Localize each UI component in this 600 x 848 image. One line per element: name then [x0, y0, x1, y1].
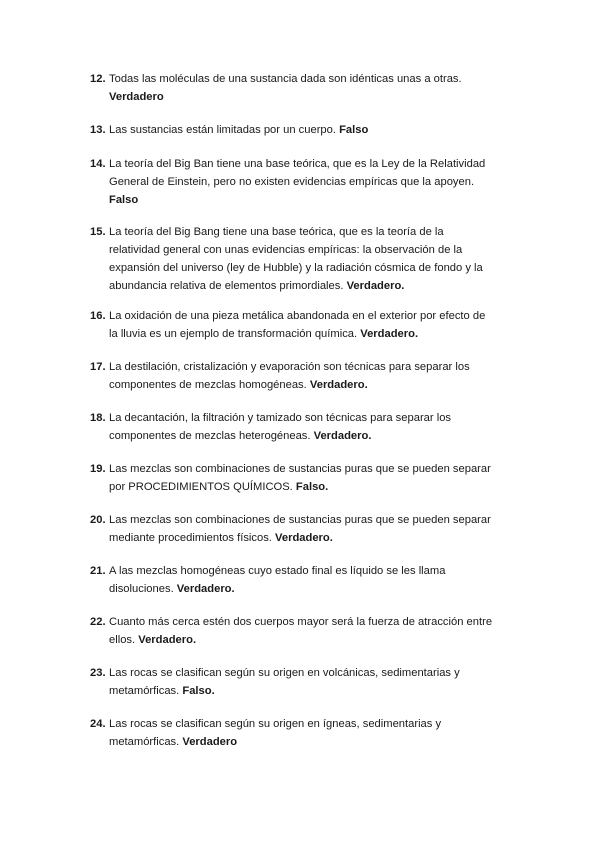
list-item — [90, 155, 530, 209]
item-number: 17. — [90, 361, 106, 373]
item-number: 18. — [90, 412, 106, 424]
item-text — [109, 70, 530, 106]
statement: La oxidación de una pieza metálica abandonada en el exterior por efecto de la lluvia es un ejemplo de transformación química. — [109, 310, 486, 340]
list-item — [90, 562, 530, 598]
item-text — [109, 307, 530, 343]
item-text — [109, 664, 530, 700]
list-item — [90, 358, 530, 394]
statement: La teoría del Big Bang tiene una base teórica, que es la teoría de la relatividad general con unas evidencias empíricas: la observación de la expansión del universo (ley de Hubble) y la radiación cósmica de fondo y la abundancia relativa de elementos primordiales. — [109, 226, 483, 292]
answer: Falso. — [295, 481, 329, 493]
list-item — [90, 409, 530, 445]
item-number: 23. — [90, 667, 106, 679]
answer: Verdadero. — [138, 634, 197, 646]
item-text — [109, 121, 530, 139]
item-number: 15. — [90, 226, 106, 238]
statement: Cuanto más cerca estén dos cuerpos mayor será la fuerza de atracción entre ellos. — [109, 616, 493, 646]
item-text — [109, 460, 530, 496]
answer: Falso — [109, 194, 139, 206]
list-item — [90, 121, 530, 139]
list-item — [90, 613, 530, 649]
item-text — [109, 223, 530, 295]
answer: Verdadero. — [346, 280, 405, 292]
statement: Las rocas se clasifican según su origen en volcánicas, sedimentarias y metamórficas. — [109, 667, 460, 697]
list-item — [90, 511, 530, 547]
item-number: 13. — [90, 124, 106, 136]
answer: Verdadero — [109, 91, 164, 103]
item-text — [109, 358, 530, 394]
item-number: 20. — [90, 514, 106, 526]
list-item — [90, 715, 530, 751]
statement: La decantación, la filtración y tamizado son técnicas para separar los componentes de mezclas heterogéneas. — [109, 412, 452, 442]
answer: Verdadero. — [360, 328, 419, 340]
statement: Todas las moléculas de una sustancia dada son idénticas unas a otras. — [109, 73, 462, 85]
item-text — [109, 562, 530, 598]
statement: Las mezclas son combinaciones de sustancias puras que se pueden separar por PROCEDIMIENTOS QUÍMICOS. — [109, 463, 491, 493]
item-number: 24. — [90, 718, 106, 730]
list-item — [90, 223, 530, 295]
item-number: 14. — [90, 158, 106, 170]
item-number: 21. — [90, 565, 106, 577]
answer: Falso. — [182, 685, 215, 697]
answer: Verdadero. — [176, 583, 235, 595]
answer: Verdadero. — [313, 430, 372, 442]
item-number: 16. — [90, 310, 106, 322]
item-text — [109, 715, 530, 751]
item-text — [109, 409, 530, 445]
item-number: 22. — [90, 616, 106, 628]
statement: A las mezclas homogéneas cuyo estado final es líquido se les llama disoluciones. — [109, 565, 446, 595]
list-item — [90, 664, 530, 700]
statement: La teoría del Big Ban tiene una base teórica, que es la Ley de la Relatividad General de Einstein, pero no existen evidencias empíricas que la apoyen. — [109, 158, 486, 188]
list-item — [90, 307, 530, 343]
answer: Verdadero. — [275, 532, 333, 544]
statement: Las sustancias están limitadas por un cuerpo. — [109, 124, 340, 136]
item-number: 12. — [90, 73, 106, 85]
item-number: 19. — [90, 463, 106, 475]
item-text — [109, 155, 530, 209]
statement: La destilación, cristalización y evaporación son técnicas para separar los componentes de mezclas homogéneas. — [109, 361, 470, 391]
answer: Verdadero. — [309, 379, 368, 391]
statement: Las mezclas son combinaciones de sustancias puras que se pueden separar mediante procedimientos físicos. — [109, 514, 491, 544]
item-text — [109, 511, 530, 547]
list-item — [90, 70, 530, 106]
statement: Las rocas se clasifican según su origen en ígneas, sedimentarias y metamórficas. — [109, 718, 442, 748]
list-item — [90, 460, 530, 496]
answer: Verdadero — [182, 736, 238, 748]
answer: Falso — [339, 124, 369, 136]
item-text — [109, 613, 530, 649]
